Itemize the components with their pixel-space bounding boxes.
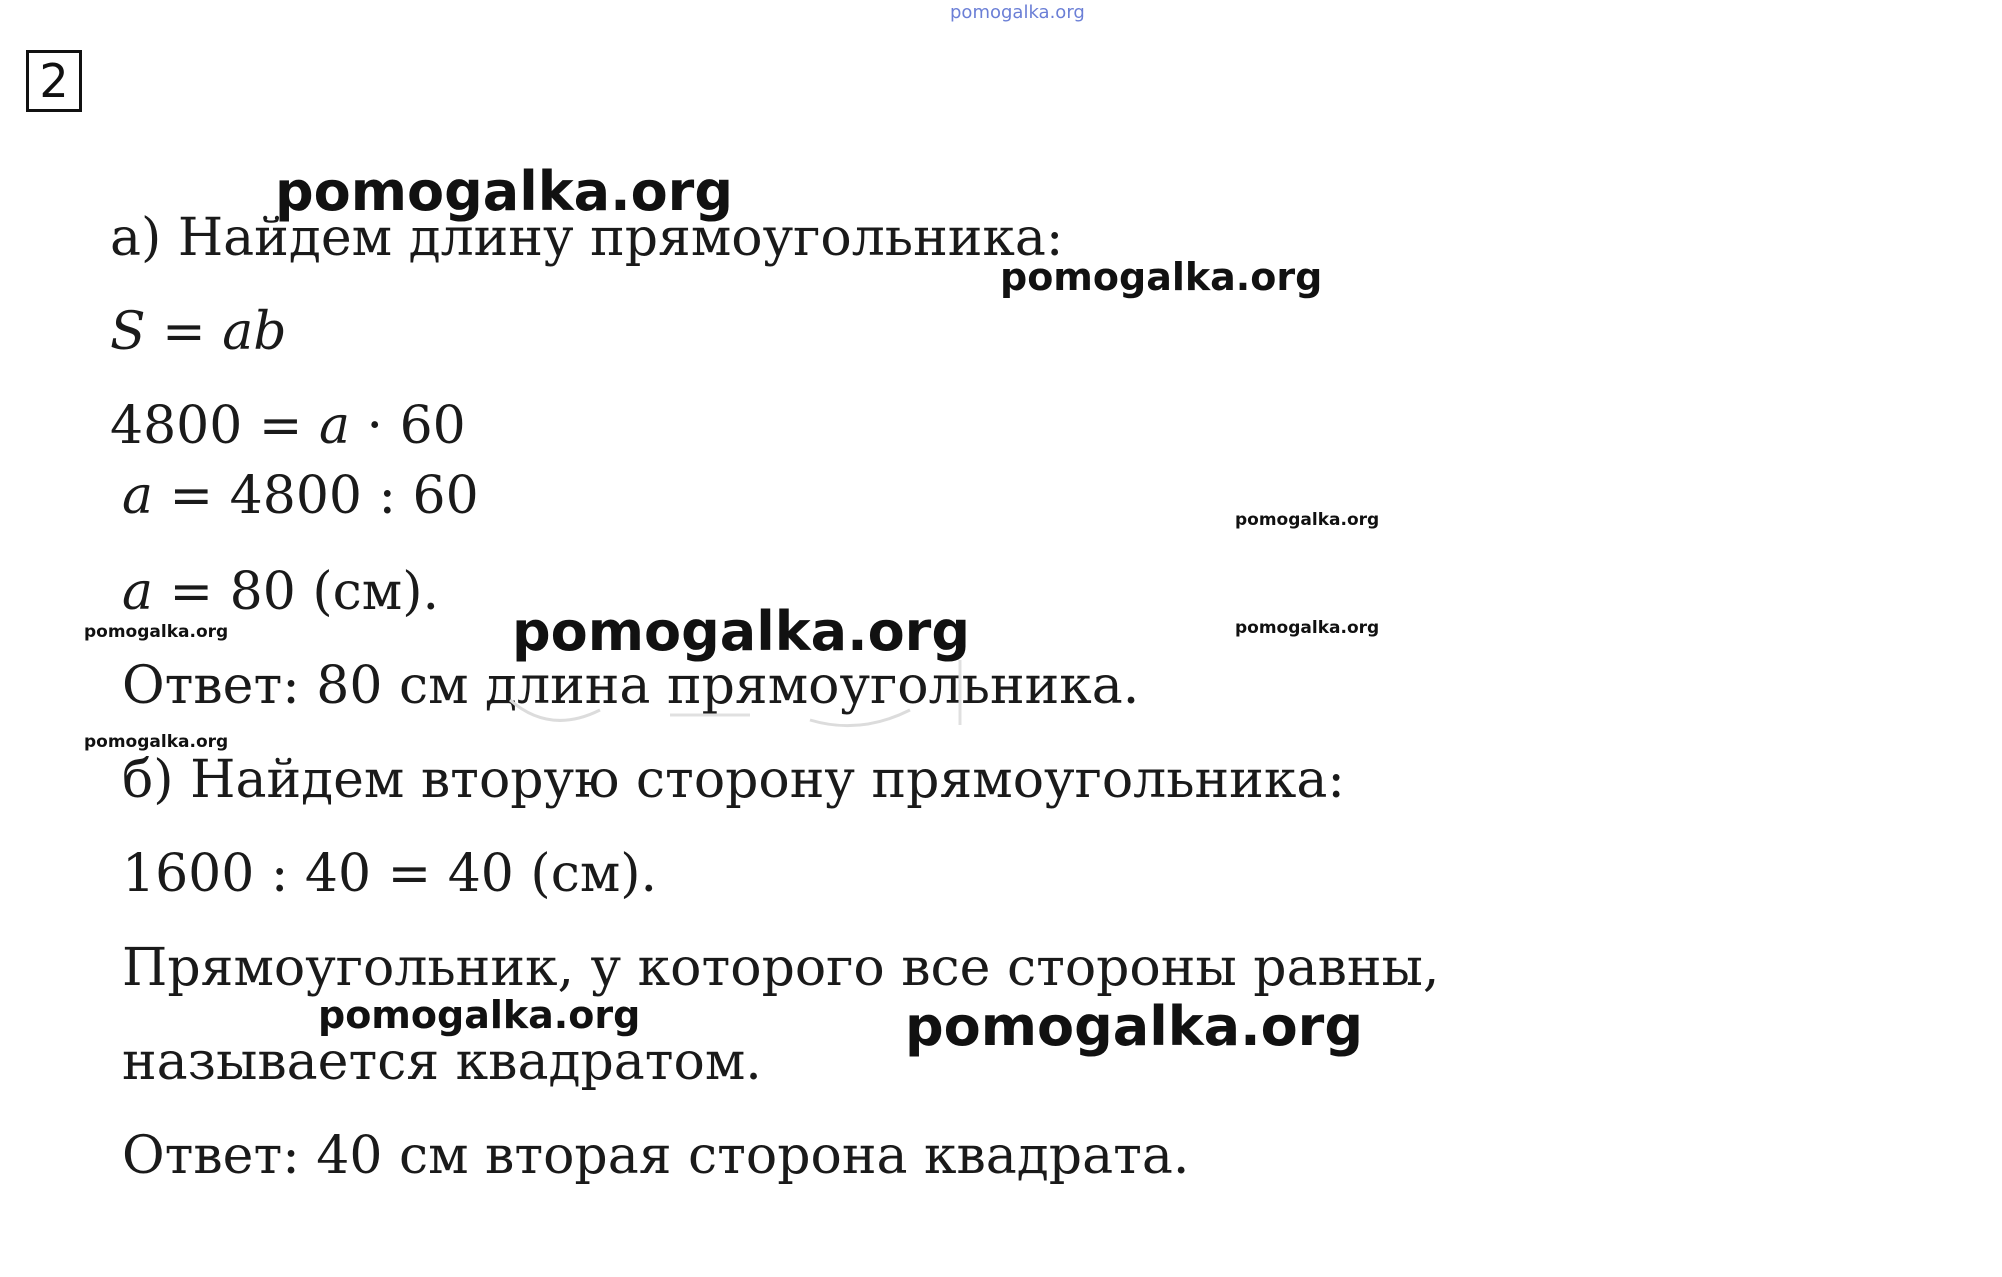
equation-1-right: 60: [399, 396, 466, 456]
watermark-9: pomogalka.org: [905, 995, 1363, 1058]
equation-2-var: a: [122, 466, 154, 526]
equation-1: [110, 396, 466, 456]
part-b-heading: б) Найдем вторую сторону прямоугольника:: [122, 750, 1345, 810]
equation-1-eq: =: [242, 396, 319, 456]
watermark-6: pomogalka.org: [1235, 618, 1380, 638]
part-b-calculation: 1600 : 40 = 40 (см).: [122, 844, 658, 904]
watermark-top: pomogalka.org: [950, 2, 1085, 23]
part-b-text-line-1: Прямоугольник, у которого все стороны равны,: [122, 938, 1440, 998]
watermark-1: pomogalka.org: [275, 160, 733, 223]
watermark-2: pomogalka.org: [1000, 255, 1323, 299]
answer-b: Ответ: 40 см вторая сторона квадрата.: [122, 1126, 1190, 1186]
part-b-text-line-2: называется квадратом.: [122, 1032, 762, 1092]
part-a-heading: а) Найдем длину прямоугольника:: [110, 208, 1064, 268]
equation-2: [122, 466, 479, 526]
equation-3-rest: = 80 (см).: [153, 562, 440, 622]
equation-1-var: a: [318, 396, 350, 456]
watermark-7: pomogalka.org: [84, 732, 229, 752]
watermark-3: pomogalka.org: [1235, 510, 1380, 530]
equation-3-var: a: [122, 562, 154, 622]
watermark-4: pomogalka.org: [512, 600, 970, 663]
answer-a: Ответ: 80 см длина прямоугольника.: [122, 656, 1140, 716]
equation-1-dot: ·: [350, 396, 400, 456]
equation-3: [122, 562, 439, 622]
formula-area: S = ab: [110, 302, 287, 362]
watermark-8: pomogalka.org: [318, 993, 641, 1037]
task-number-box: 2: [26, 50, 82, 112]
watermark-5: pomogalka.org: [84, 622, 229, 642]
equation-2-rest: = 4800 : 60: [153, 466, 479, 526]
equation-1-left: 4800: [110, 396, 243, 456]
